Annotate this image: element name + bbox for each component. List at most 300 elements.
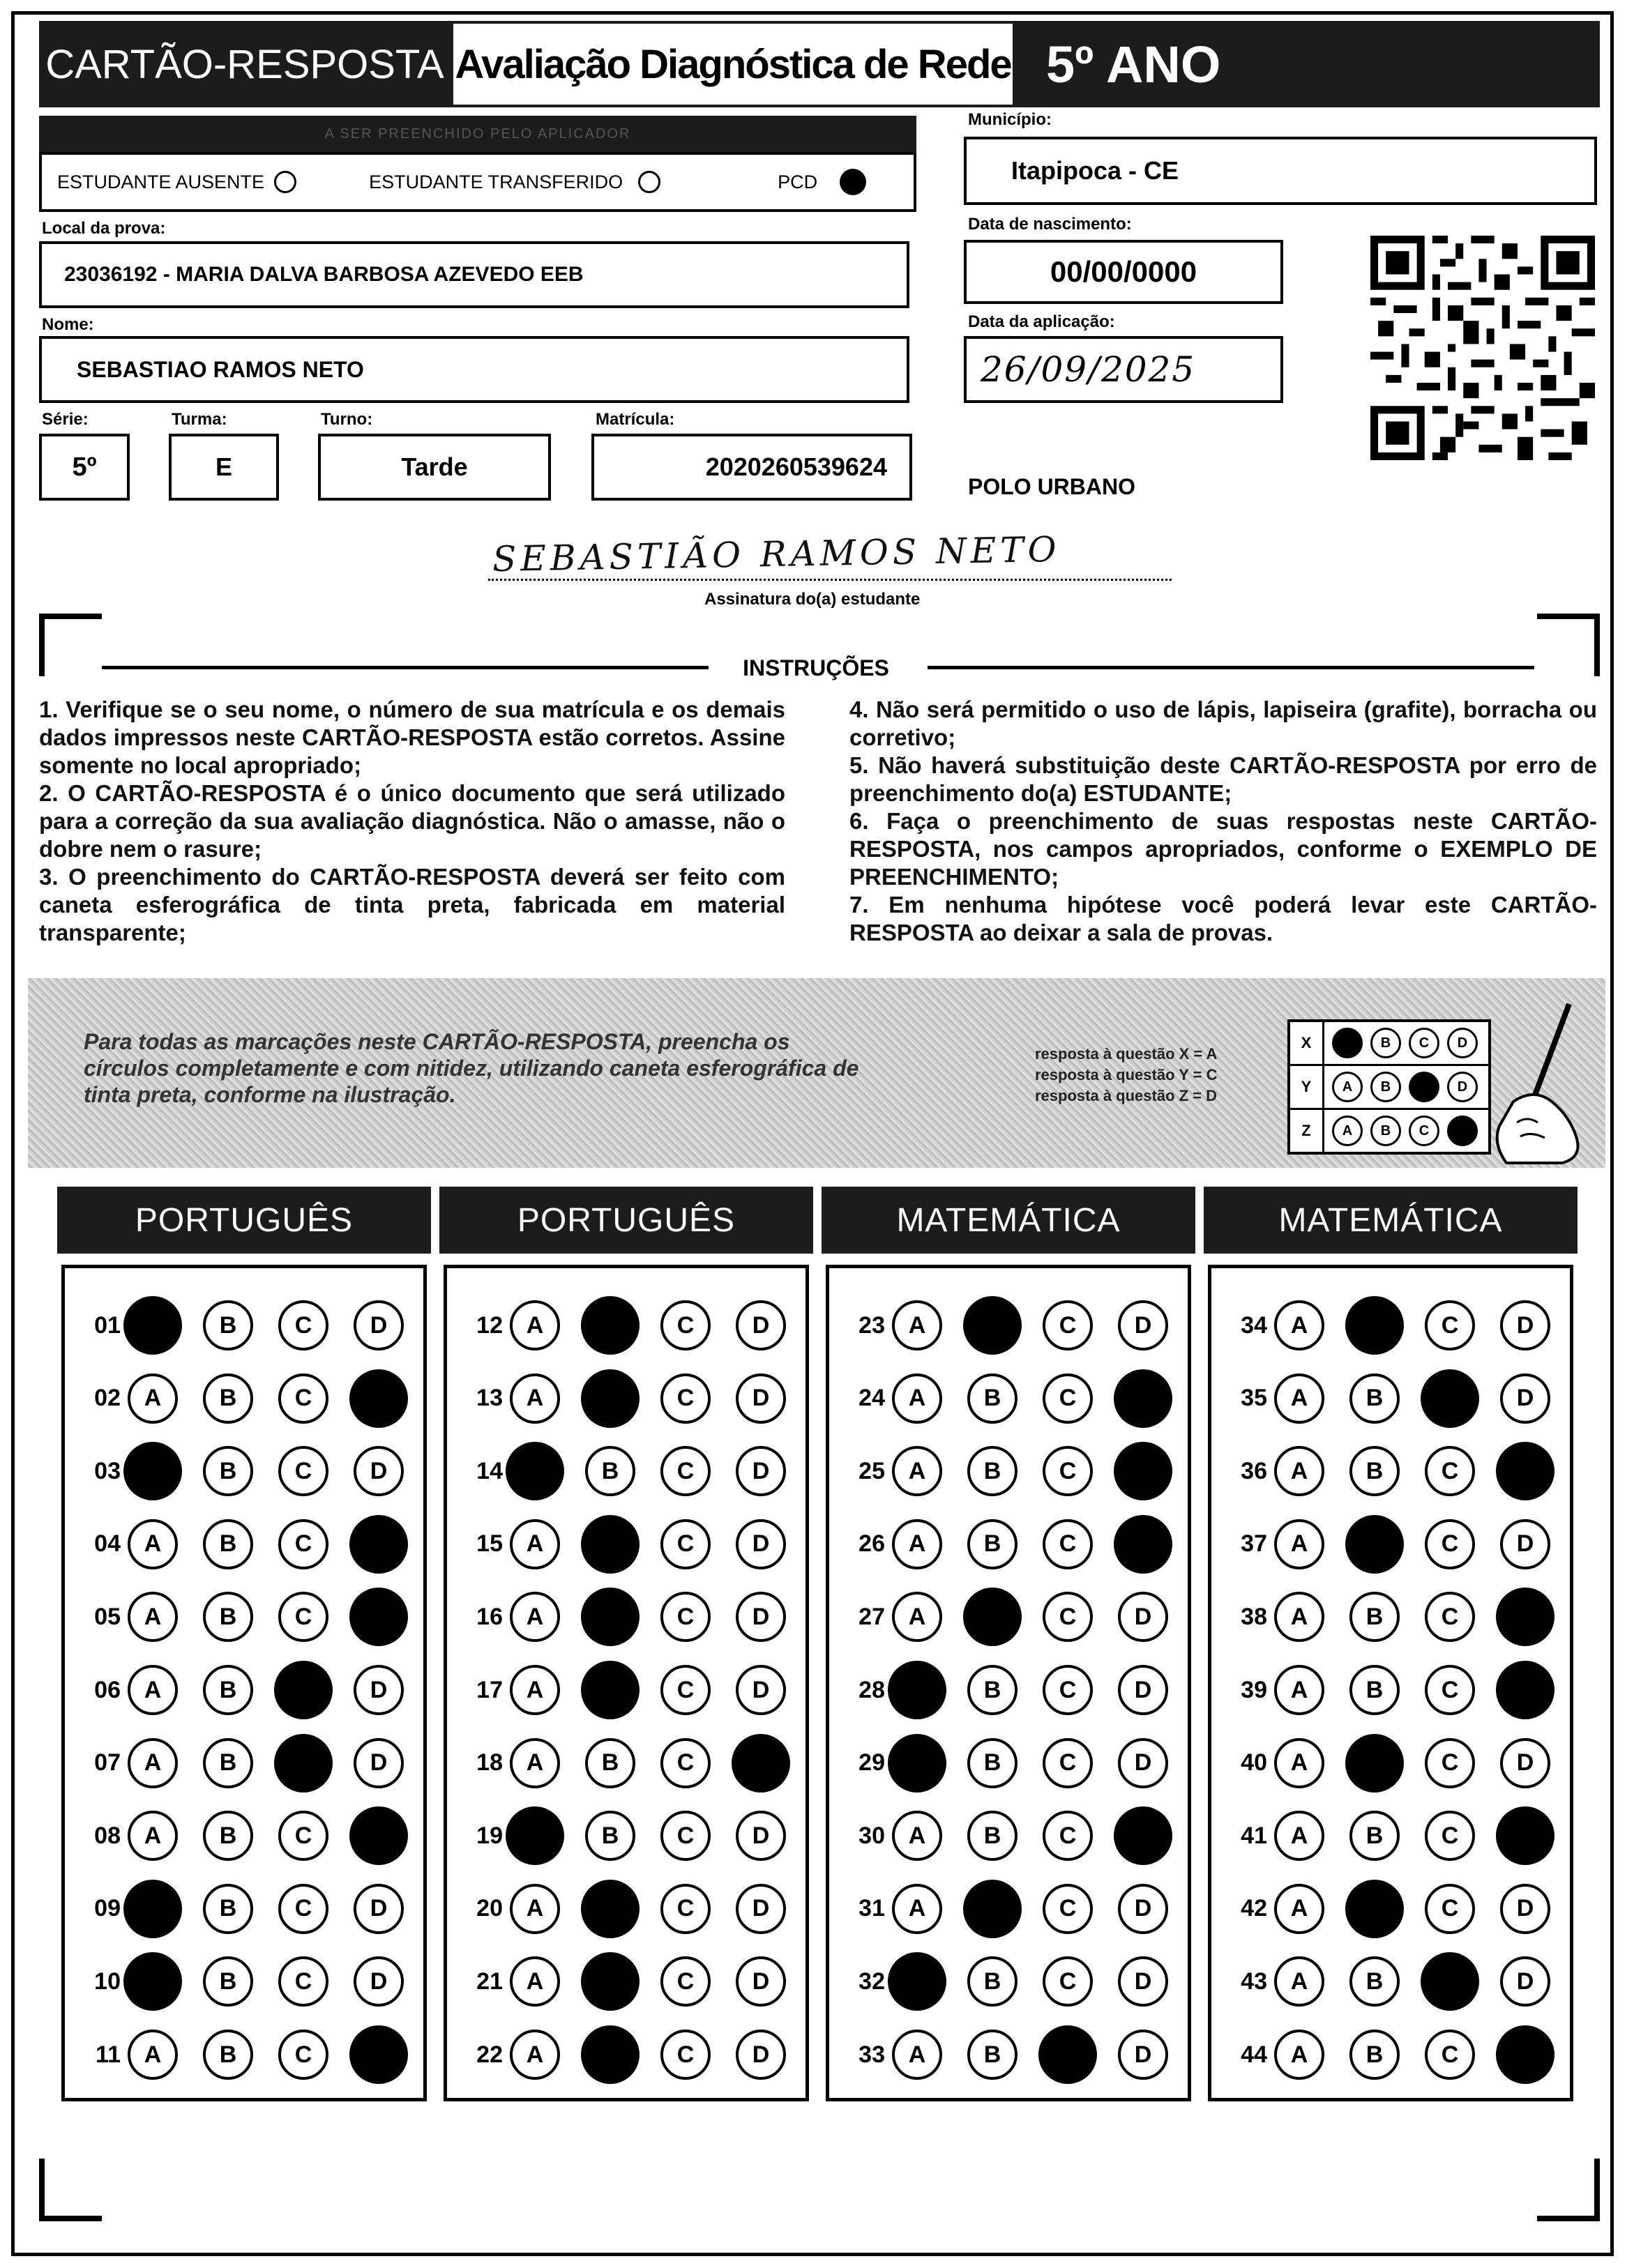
question-row: [447, 1371, 811, 1426]
hand-pen-icon: [1485, 997, 1590, 1164]
example-bubble-a: A: [1332, 1072, 1363, 1102]
answer-bubble-a[interactable]: A: [128, 1373, 178, 1424]
instruction-6: 6. Faça o preenchimento de suas respostas neste CARTÃO-RESPOSTA, nos campos apropriados, conforme o EXEMPLO DE PREENCHIMENTO;: [849, 808, 1597, 890]
answer-bubble-d[interactable]: D: [736, 2030, 786, 2080]
answer-bubble-a[interactable]: A: [892, 1519, 942, 1569]
question-row: [65, 1516, 429, 1572]
question-row: [447, 1954, 811, 2009]
example-row: [1290, 1066, 1488, 1110]
instructions-rule-right: [928, 666, 1534, 669]
corner-mark-br: [1537, 2159, 1600, 2221]
question-number: 08: [94, 1822, 121, 1849]
municipio-label: Município:: [968, 110, 1052, 129]
answer-bubble-d[interactable]: D: [1118, 1884, 1168, 1934]
question-row: [1211, 1589, 1575, 1645]
answer-bubble-c[interactable]: C: [1043, 1446, 1093, 1496]
answer-bubble-a[interactable]: A: [1274, 1956, 1324, 2007]
question-row: [829, 1589, 1193, 1645]
question-number: 29: [858, 1749, 885, 1776]
answer-bubble-c[interactable]: C: [1043, 1373, 1093, 1424]
answer-bubble-c[interactable]: C: [1043, 1300, 1093, 1350]
qr-code: [1370, 236, 1595, 460]
answer-bubble-a[interactable]: A: [892, 1811, 942, 1861]
aplicacao-value: 26/09/2025: [981, 349, 1196, 390]
answer-bubble-b[interactable]: B: [581, 1369, 640, 1428]
answer-bubble-c[interactable]: C: [1043, 1811, 1093, 1861]
answer-bubble-b[interactable]: B: [1345, 1515, 1404, 1574]
question-row: [829, 1735, 1193, 1791]
answer-bubble-a[interactable]: A: [1274, 1884, 1324, 1934]
answer-bubble-b[interactable]: B: [581, 1880, 640, 1938]
answer-bubble-d[interactable]: D: [354, 1300, 404, 1350]
question-row: [829, 1443, 1193, 1499]
answer-bubble-d[interactable]: D: [1496, 2025, 1554, 2084]
answer-bubble-c[interactable]: C: [278, 1592, 328, 1642]
answer-bubble-d[interactable]: D: [1496, 1661, 1554, 1719]
answer-bubble-c[interactable]: C: [278, 1956, 328, 2007]
nome-value: SEBASTIAO RAMOS NETO: [77, 356, 364, 382]
answer-bubble-b[interactable]: B: [203, 1592, 253, 1642]
question-row: [447, 1662, 811, 1718]
answer-bubble-c[interactable]: C: [1425, 1884, 1475, 1934]
answer-bubble-c[interactable]: C: [278, 1811, 328, 1861]
question-number: 06: [94, 1676, 121, 1703]
question-number: 42: [1241, 1895, 1267, 1922]
example-row: [1290, 1022, 1488, 1066]
answer-bubble-b[interactable]: B: [967, 1811, 1018, 1861]
answer-bubble-b[interactable]: B: [967, 1446, 1018, 1496]
example-bubble-d: D: [1447, 1028, 1478, 1058]
question-number: 38: [1241, 1603, 1267, 1630]
answer-bubble-d[interactable]: D: [1118, 1738, 1168, 1788]
turma-value: E: [215, 452, 232, 481]
question-number: 26: [858, 1530, 885, 1558]
question-row: [447, 1589, 811, 1645]
answer-bubble-a[interactable]: A: [123, 1952, 182, 2011]
answer-bubble-b[interactable]: B: [1349, 1592, 1400, 1642]
instruction-3: 3. O preenchimento do CARTÃO-RESPOSTA deverá ser feito com caneta esferográfica de tinta preta, fabricada em material transparente;: [39, 864, 785, 945]
answer-bubble-c[interactable]: C: [1038, 2025, 1097, 2084]
answer-bubble-b[interactable]: B: [203, 1446, 253, 1496]
answer-bubble-d[interactable]: D: [736, 1884, 786, 1934]
answer-bubble-c[interactable]: C: [1425, 1446, 1475, 1496]
answer-bubble-a[interactable]: A: [506, 1442, 564, 1500]
answer-bubble-d[interactable]: D: [736, 1373, 786, 1424]
answer-bubble-b[interactable]: B: [581, 1588, 640, 1646]
example-row: [1290, 1110, 1488, 1152]
serie-label: Série:: [42, 410, 89, 429]
question-number: 18: [476, 1749, 503, 1776]
answer-bubble-c[interactable]: C: [274, 1661, 333, 1719]
answer-bubble-d[interactable]: D: [354, 1738, 404, 1788]
card-title: CARTÃO-RESPOSTA: [39, 21, 451, 107]
answer-bubble-b[interactable]: B: [581, 2025, 640, 2084]
question-row: [1211, 1297, 1575, 1353]
answer-bubble-a[interactable]: A: [1274, 1665, 1324, 1715]
answer-bubble-b[interactable]: B: [581, 1952, 640, 2011]
answer-bubble-d[interactable]: D: [1500, 1373, 1550, 1424]
example-bubble-b: B: [1370, 1072, 1401, 1102]
answer-bubble-a[interactable]: A: [1274, 1519, 1324, 1569]
answer-bubble-a[interactable]: A: [1274, 1738, 1324, 1788]
answer-bubble-a[interactable]: A: [510, 1373, 560, 1424]
answer-bubble-a[interactable]: A: [892, 1446, 942, 1496]
answer-bubble-d[interactable]: D: [732, 1734, 790, 1793]
answer-bubble-b[interactable]: B: [1345, 1734, 1404, 1793]
answer-bubble-a[interactable]: A: [888, 1952, 946, 2011]
question-number: 35: [1241, 1385, 1267, 1412]
answer-bubble-a[interactable]: A: [128, 2030, 178, 2080]
answer-bubble-a[interactable]: A: [892, 1300, 942, 1350]
answer-bubble-b[interactable]: B: [581, 1515, 640, 1574]
question-number: 14: [476, 1457, 503, 1484]
answer-bubble-d[interactable]: D: [736, 1665, 786, 1715]
answer-bubble-c[interactable]: C: [278, 1373, 328, 1424]
answer-bubble-c[interactable]: C: [278, 2030, 328, 2080]
answer-bubble-a[interactable]: A: [892, 2030, 942, 2080]
answer-bubble-a[interactable]: A: [892, 1884, 942, 1934]
turno-box: [318, 434, 551, 501]
answer-bubble-b[interactable]: B: [967, 1956, 1018, 2007]
answer-bubble-b[interactable]: B: [1349, 1665, 1400, 1715]
answer-bubble-d[interactable]: D: [1118, 1300, 1168, 1350]
answer-bubble-d[interactable]: D: [736, 1811, 786, 1861]
answer-bubble-c[interactable]: C: [278, 1446, 328, 1496]
answer-bubble-b[interactable]: B: [203, 2030, 253, 2080]
question-row: [447, 1808, 811, 1864]
question-number: 20: [476, 1895, 503, 1922]
nascimento-box: [964, 240, 1283, 304]
answer-bubble-b[interactable]: B: [967, 1373, 1018, 1424]
example-text: Para todas as marcações neste CARTÃO-RESPOSTA, preencha os círculos completamente e com nitidez, utilizando caneta esferográfica de tinta preta, conforme na ilustração.: [84, 1029, 859, 1107]
subject-header: PORTUGUÊS: [57, 1187, 431, 1254]
aplicacao-box: [964, 336, 1283, 403]
transferred-option[interactable]: [369, 171, 660, 193]
answer-bubble-d[interactable]: D: [354, 1446, 404, 1496]
answer-bubble-a[interactable]: A: [123, 1442, 182, 1500]
answer-bubble-b[interactable]: B: [967, 1665, 1018, 1715]
answer-bubble-d[interactable]: D: [349, 1369, 408, 1428]
answer-bubble-b[interactable]: B: [1349, 1811, 1400, 1861]
answer-bubble-c[interactable]: C: [1043, 1665, 1093, 1715]
question-row: [447, 1735, 811, 1791]
answer-bubble-d[interactable]: D: [1118, 1592, 1168, 1642]
answer-bubble-d[interactable]: D: [1114, 1369, 1172, 1428]
question-row: [65, 1297, 429, 1353]
matricula-label: Matrícula:: [596, 410, 675, 429]
instruction-7: 7. Em nenhuma hipótese você poderá levar este CARTÃO-RESPOSTA ao deixar a sala de provas.: [849, 892, 1597, 945]
example-table: [1287, 1019, 1491, 1155]
question-number: 12: [476, 1311, 503, 1339]
municipio-box: [964, 137, 1597, 205]
question-row: [1211, 1735, 1575, 1791]
example-bubble-a: A: [1332, 1116, 1363, 1146]
answer-bubble-c[interactable]: C: [660, 1665, 711, 1715]
transferred-label: ESTUDANTE TRANSFERIDO: [369, 171, 623, 192]
answer-bubble-d[interactable]: D: [1500, 1300, 1550, 1350]
question-number: 07: [94, 1749, 121, 1776]
answer-bubble-b[interactable]: B: [203, 1956, 253, 2007]
answer-bubble-a[interactable]: A: [510, 1519, 560, 1569]
instruction-4: 4. Não será permitido o uso de lápis, lapiseira (grafite), borracha ou corretivo;: [849, 697, 1597, 750]
answer-bubble-b[interactable]: B: [967, 1519, 1018, 1569]
answer-bubble-c[interactable]: C: [660, 1446, 711, 1496]
question-number: 31: [858, 1895, 885, 1922]
absent-circle[interactable]: [274, 171, 296, 193]
answer-bubble-a[interactable]: A: [888, 1661, 946, 1719]
question-number: 39: [1241, 1676, 1267, 1703]
question-number: 40: [1241, 1749, 1267, 1776]
answer-bubble-a[interactable]: A: [506, 1806, 564, 1865]
answer-bubble-c[interactable]: C: [660, 1738, 711, 1788]
corner-mark-tr: [1537, 614, 1600, 676]
question-number: 41: [1241, 1822, 1267, 1849]
answer-bubble-a[interactable]: A: [123, 1880, 182, 1938]
answer-bubble-c[interactable]: C: [1421, 1952, 1479, 2011]
answer-bubble-b[interactable]: B: [203, 1300, 253, 1350]
answer-bubble-c[interactable]: C: [660, 1592, 711, 1642]
answer-bubble-d[interactable]: D: [349, 2025, 408, 2084]
instructions-title: INSTRUÇÕES: [743, 655, 889, 680]
answer-bubble-a[interactable]: A: [1274, 1300, 1324, 1350]
answer-bubble-b[interactable]: B: [581, 1296, 640, 1355]
answer-bubble-b[interactable]: B: [203, 1811, 253, 1861]
answer-bubble-c[interactable]: C: [660, 1519, 711, 1569]
pcd-circle[interactable]: [840, 169, 866, 195]
absent-option[interactable]: [57, 171, 296, 193]
answer-bubble-a[interactable]: A: [510, 1884, 560, 1934]
answer-bubble-d[interactable]: D: [349, 1515, 408, 1574]
answer-bubble-b[interactable]: B: [963, 1296, 1022, 1355]
aplicacao-label: Data da aplicação:: [968, 312, 1115, 331]
answer-bubble-b[interactable]: B: [1349, 2030, 1400, 2080]
question-number: 19: [476, 1822, 503, 1849]
answer-bubble-a[interactable]: A: [128, 1592, 178, 1642]
matricula-value: 2020260539624: [705, 452, 887, 481]
answer-bubble-c[interactable]: C: [278, 1300, 328, 1350]
answer-bubble-c[interactable]: C: [660, 1373, 711, 1424]
answer-bubble-a[interactable]: A: [128, 1665, 178, 1715]
question-row: [65, 1954, 429, 2009]
answer-bubble-a[interactable]: A: [510, 1300, 560, 1350]
answer-bubble-b[interactable]: B: [203, 1373, 253, 1424]
example-legend-x: resposta à questão X = A: [1035, 1045, 1218, 1063]
answer-bubble-d[interactable]: D: [1496, 1442, 1554, 1500]
answer-bubble-b[interactable]: B: [1349, 1956, 1400, 2007]
answer-bubble-d[interactable]: D: [349, 1588, 408, 1646]
answer-bubble-d[interactable]: D: [1114, 1806, 1172, 1865]
question-number: 22: [476, 2041, 503, 2068]
turma-label: Turma:: [172, 410, 227, 429]
question-row: [447, 1881, 811, 1937]
answer-bubble-b[interactable]: B: [585, 1738, 635, 1788]
answer-bubble-b[interactable]: B: [963, 1588, 1022, 1646]
transferred-circle[interactable]: [638, 171, 660, 193]
answer-bubble-b[interactable]: B: [585, 1446, 635, 1496]
answer-bubble-a[interactable]: A: [128, 1519, 178, 1569]
question-row: [1211, 2027, 1575, 2083]
answer-bubble-c[interactable]: C: [1043, 1592, 1093, 1642]
answer-bubble-d[interactable]: D: [1114, 1442, 1172, 1500]
answer-column: [444, 1265, 809, 2101]
subject-header: MATEMÁTICA: [1204, 1187, 1578, 1254]
answer-bubble-d[interactable]: D: [1500, 1956, 1550, 2007]
corner-mark-bl: [39, 2159, 102, 2221]
pcd-option[interactable]: [778, 169, 866, 195]
answer-bubble-d[interactable]: D: [354, 1956, 404, 2007]
question-number: 36: [1241, 1457, 1267, 1484]
answer-bubble-a[interactable]: A: [888, 1734, 946, 1793]
answer-bubble-d[interactable]: D: [1496, 1806, 1554, 1865]
serie-box: [39, 434, 130, 501]
answer-bubble-c[interactable]: C: [1425, 1738, 1475, 1788]
example-bubble-a: A: [1332, 1028, 1363, 1058]
answer-bubble-d[interactable]: D: [1500, 1884, 1550, 1934]
answer-bubble-c[interactable]: C: [1425, 1665, 1475, 1715]
question-row: [65, 1881, 429, 1937]
answer-bubble-c[interactable]: C: [660, 1300, 711, 1350]
answer-bubble-c[interactable]: C: [1043, 1738, 1093, 1788]
answer-bubble-a[interactable]: A: [128, 1738, 178, 1788]
answer-bubble-a[interactable]: A: [510, 1956, 560, 2007]
answer-bubble-d[interactable]: D: [1118, 1665, 1168, 1715]
answer-bubble-d[interactable]: D: [349, 1806, 408, 1865]
local-box: [39, 241, 909, 308]
answer-bubble-a[interactable]: A: [128, 1811, 178, 1861]
answer-bubble-d[interactable]: D: [736, 1446, 786, 1496]
question-row: [65, 1808, 429, 1864]
answer-bubble-c[interactable]: C: [660, 1956, 711, 2007]
answer-bubble-d[interactable]: D: [354, 1665, 404, 1715]
answer-bubble-a[interactable]: A: [1274, 1373, 1324, 1424]
answer-bubble-d[interactable]: D: [736, 1592, 786, 1642]
answer-bubble-c[interactable]: C: [660, 1884, 711, 1934]
answer-bubble-b[interactable]: B: [581, 1661, 640, 1719]
answer-bubble-b[interactable]: B: [203, 1519, 253, 1569]
answer-bubble-b[interactable]: B: [1349, 1373, 1400, 1424]
answer-bubble-a[interactable]: A: [892, 1592, 942, 1642]
answer-bubble-c[interactable]: C: [660, 2030, 711, 2080]
corner-mark-tl: [39, 614, 102, 676]
question-row: [65, 1662, 429, 1718]
instruction-5: 5. Não haverá substituição deste CARTÃO-RESPOSTA por erro de preenchimento do(a) ESTUDANTE;: [849, 752, 1597, 806]
answer-bubble-c[interactable]: C: [274, 1734, 333, 1793]
answer-bubble-d[interactable]: D: [1114, 1515, 1172, 1574]
absent-label: ESTUDANTE AUSENTE: [57, 171, 265, 192]
example-bubble-d: D: [1447, 1116, 1478, 1146]
question-number: 34: [1241, 1311, 1267, 1339]
instructions-rule-left: [102, 666, 709, 669]
answer-bubble-d[interactable]: D: [1500, 1738, 1550, 1788]
answer-bubble-a[interactable]: A: [510, 1665, 560, 1715]
answer-bubble-a[interactable]: A: [1274, 2030, 1324, 2080]
signature-label: Assinatura do(a) estudante: [704, 590, 921, 609]
answer-bubble-b[interactable]: B: [967, 1738, 1018, 1788]
question-number: 17: [476, 1676, 503, 1703]
example-legend-z: resposta à questão Z = D: [1035, 1087, 1218, 1104]
question-number: 05: [94, 1603, 121, 1630]
answer-bubble-a[interactable]: A: [510, 1592, 560, 1642]
answer-bubble-b[interactable]: B: [203, 1665, 253, 1715]
question-row: [829, 1662, 1193, 1718]
answer-bubble-c[interactable]: C: [1425, 2030, 1475, 2080]
answer-bubble-c[interactable]: C: [660, 1811, 711, 1861]
answer-bubble-c[interactable]: C: [1043, 1956, 1093, 2007]
answer-bubble-b[interactable]: B: [1345, 1296, 1404, 1355]
question-row: [65, 1443, 429, 1499]
polo-label: POLO URBANO: [968, 474, 1135, 499]
answer-bubble-c[interactable]: C: [278, 1519, 328, 1569]
example-bubble-c: C: [1409, 1028, 1439, 1058]
answer-bubble-a[interactable]: A: [510, 2030, 560, 2080]
question-number: 13: [476, 1385, 503, 1412]
answer-bubble-d[interactable]: D: [1118, 1956, 1168, 2007]
matricula-box: [591, 434, 912, 501]
answer-bubble-c[interactable]: C: [1425, 1519, 1475, 1569]
answer-bubble-d[interactable]: D: [1118, 2030, 1168, 2080]
answer-bubble-d[interactable]: D: [1500, 1519, 1550, 1569]
answer-bubble-b[interactable]: B: [203, 1884, 253, 1934]
answer-bubble-d[interactable]: D: [736, 1300, 786, 1350]
question-row: [829, 2027, 1193, 2083]
answer-bubble-c[interactable]: C: [1425, 1592, 1475, 1642]
local-value: 23036192 - MARIA DALVA BARBOSA AZEVEDO EEB: [64, 263, 584, 286]
answer-bubble-a[interactable]: A: [510, 1738, 560, 1788]
evaluation-title: Avaliação Diagnóstica de Rede: [451, 21, 1015, 107]
answer-bubble-a[interactable]: A: [123, 1296, 182, 1355]
answer-bubble-c[interactable]: C: [1043, 1519, 1093, 1569]
turma-box: [169, 434, 279, 501]
turno-value: Tarde: [401, 452, 468, 481]
question-number: 37: [1241, 1530, 1267, 1558]
question-number: 01: [94, 1311, 121, 1339]
question-row: [65, 1371, 429, 1426]
answer-bubble-a[interactable]: A: [1274, 1446, 1324, 1496]
question-number: 21: [476, 1968, 503, 1995]
local-label: Local da prova:: [42, 219, 166, 238]
answer-bubble-d[interactable]: D: [1496, 1588, 1554, 1646]
answer-bubble-c[interactable]: C: [278, 1884, 328, 1934]
answer-bubble-b[interactable]: B: [203, 1738, 253, 1788]
example-bubble-d: D: [1447, 1072, 1478, 1102]
answer-bubble-c[interactable]: C: [1043, 1884, 1093, 1934]
answer-bubble-b[interactable]: B: [963, 1880, 1022, 1938]
answer-bubble-d[interactable]: D: [354, 1884, 404, 1934]
question-number: 10: [94, 1968, 121, 1995]
answer-bubble-b[interactable]: B: [585, 1811, 635, 1861]
answer-bubble-c[interactable]: C: [1421, 1369, 1479, 1428]
aplicador-bar: A SER PREENCHIDO PELO APLICADOR: [39, 116, 916, 152]
answer-bubble-a[interactable]: A: [1274, 1592, 1324, 1642]
pcd-label: PCD: [778, 171, 818, 192]
answer-bubble-c[interactable]: C: [1425, 1300, 1475, 1350]
question-number: 15: [476, 1530, 503, 1558]
answer-bubble-d[interactable]: D: [736, 1519, 786, 1569]
example-bubble-b: B: [1370, 1028, 1401, 1058]
answer-bubble-a[interactable]: A: [892, 1373, 942, 1424]
question-number: 33: [858, 2041, 885, 2068]
answer-bubble-b[interactable]: B: [1349, 1446, 1400, 1496]
question-number: 04: [94, 1530, 121, 1558]
answer-bubble-b[interactable]: B: [967, 2030, 1018, 2080]
answer-bubble-a[interactable]: A: [1274, 1811, 1324, 1861]
question-row: [829, 1881, 1193, 1937]
answer-bubble-b[interactable]: B: [1345, 1880, 1404, 1938]
municipio-value: Itapipoca - CE: [1011, 156, 1179, 185]
answer-bubble-c[interactable]: C: [1425, 1811, 1475, 1861]
serie-value: 5º: [72, 452, 97, 482]
answer-bubble-d[interactable]: D: [736, 1956, 786, 2007]
